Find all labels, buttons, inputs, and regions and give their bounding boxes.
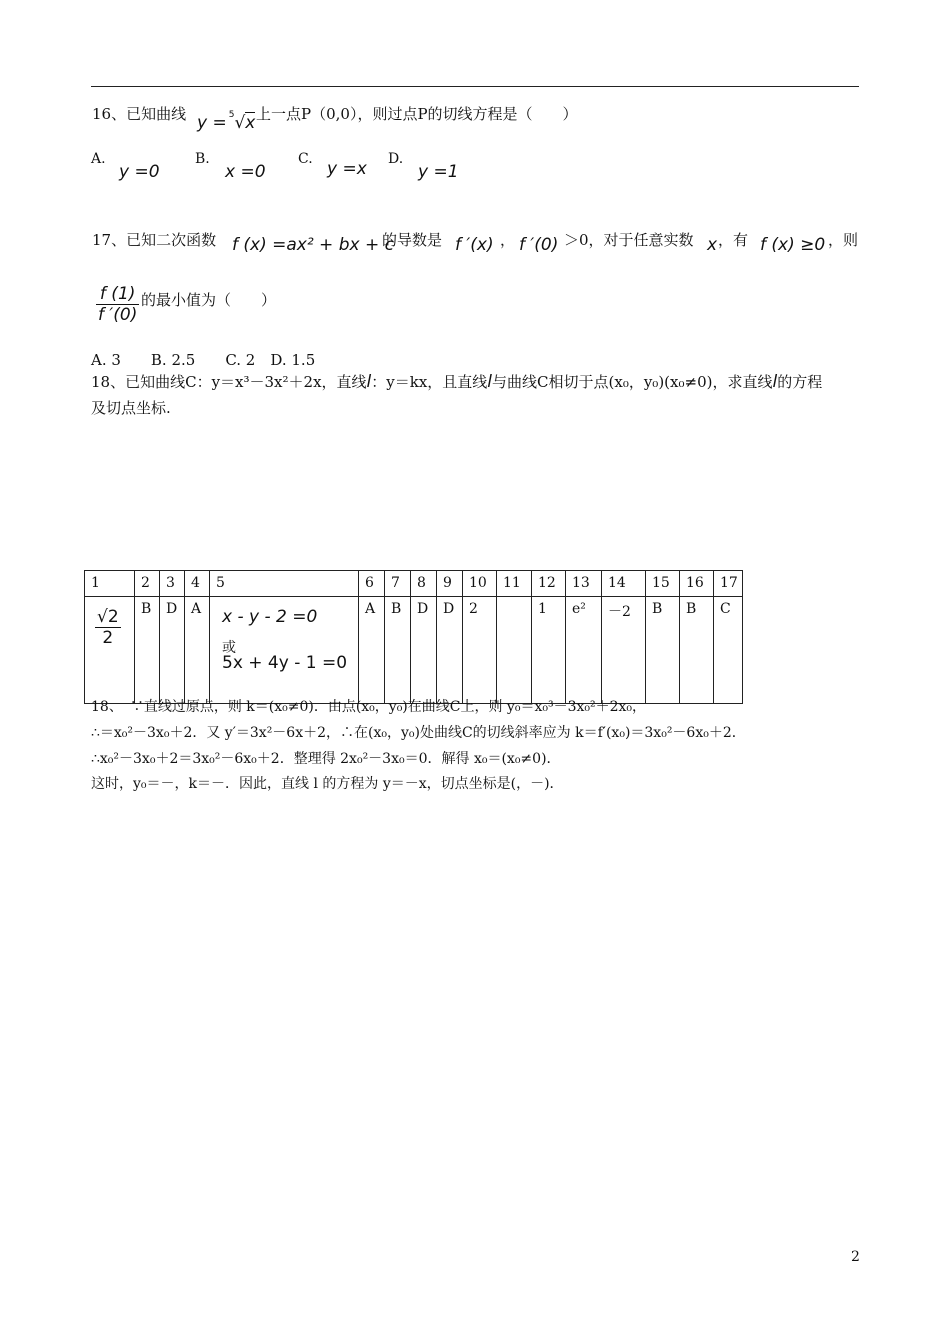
- q18-text-a: 18、已知曲线C：y＝x³－3x²＋2x，直线: [91, 373, 367, 391]
- answer-2: B: [135, 597, 160, 704]
- q17-options: A. 3 B. 2.5 C. 2 D. 1.5: [91, 351, 316, 369]
- q17-function: f (x) =ax² + bx + c: [232, 235, 394, 255]
- header-cell: 5: [210, 571, 359, 597]
- answer-6: A: [359, 597, 385, 704]
- q17-fraction-denominator: f ′(0): [98, 305, 138, 325]
- q18-text-b: ：y＝kx，且直线: [371, 373, 488, 391]
- q17-stem-then: ，则: [828, 231, 859, 249]
- q17-fraction-numerator: f (1): [96, 284, 139, 305]
- header-cell: 10: [463, 571, 497, 597]
- answer-1-fraction: [95, 607, 121, 648]
- header-cell: 11: [497, 571, 532, 597]
- answer-5-or: 或: [222, 640, 236, 656]
- header-cell: 13: [566, 571, 602, 597]
- solution-line-2: ∴＝x₀²－3x₀＋2．又 y′＝3x²－6x＋2，∴在(x₀，y₀)处曲线C的切线斜率应为 k＝f′(x₀)＝3x₀²－6x₀＋2．: [91, 725, 746, 741]
- q16-option-b-label: B.: [195, 151, 210, 167]
- q18-line-2: 及切点坐标.: [91, 399, 171, 417]
- answer-1-denominator: 2: [102, 628, 114, 648]
- answer-12: 1: [532, 597, 566, 704]
- q17-stem-min: 的最小值为（ ）: [141, 291, 277, 309]
- header-cell: 2: [135, 571, 160, 597]
- q18-text-d: 的方程: [777, 373, 823, 391]
- answer-4: A: [185, 597, 210, 704]
- answer-5-line-2: 5x + 4y - 1 =0: [222, 653, 348, 673]
- header-cell: 15: [646, 571, 680, 597]
- q18-text-c: 与曲线C相切于点(x₀，y₀)(x₀≠0)，求直线: [492, 373, 773, 391]
- header-cell: 16: [680, 571, 714, 597]
- answer-9: D: [437, 597, 463, 704]
- solution-line-1: 18、 ∵直线过原点，则 k＝(x₀≠0)．由点(x₀，y₀)在曲线C上，则 y₀＝x₀³－3x₀²＋2x₀，: [91, 699, 647, 715]
- answer-13: e²: [566, 597, 602, 704]
- answer-5-line-1: x - y - 2 =0: [222, 607, 318, 627]
- answer-7: B: [385, 597, 411, 704]
- answer-table: [84, 570, 743, 704]
- answer-1-numerator: √2: [97, 607, 119, 627]
- answer-body-row: [85, 597, 743, 704]
- q16-stem-end: 上一点P（0,0），则过点P的切线方程是（ ）: [256, 105, 578, 123]
- header-rule: [91, 86, 859, 87]
- header-cell: 3: [160, 571, 185, 597]
- q18-line-1-a: [91, 371, 822, 392]
- q16-curve: [197, 110, 256, 133]
- header-cell: 12: [532, 571, 566, 597]
- q17-stem-derivative: 的导数是: [382, 231, 443, 249]
- header-cell: 6: [359, 571, 385, 597]
- q17-var-x: x: [707, 235, 718, 255]
- answer-17: C: [714, 597, 743, 704]
- q16-option-a: y =0: [119, 162, 160, 182]
- q17-derivative-at-0: f ′(0): [519, 235, 559, 255]
- answer-14: －2: [602, 597, 646, 704]
- answer-11: [497, 597, 532, 704]
- q18-var-l-1: l: [366, 372, 372, 392]
- header-cell: 9: [437, 571, 463, 597]
- q16-option-c-label: C.: [298, 151, 313, 167]
- solution-line-3: ∴x₀²－3x₀＋2＝3x₀²－6x₀＋2．整理得 2x₀²－3x₀＝0．解得 x₀＝(x₀≠0)．: [91, 751, 561, 767]
- q16-curve-lhs: y =: [197, 113, 227, 133]
- answer-8: D: [411, 597, 437, 704]
- answer-10: 2: [463, 597, 497, 704]
- answer-15: B: [646, 597, 680, 704]
- q16-root-var: x: [245, 113, 256, 133]
- answer-header-row: [85, 571, 743, 597]
- q17-stem-start: 17、已知二次函数: [92, 231, 217, 249]
- q17-fraction: [96, 284, 139, 325]
- q17-nonneg-condition: f (x) ≥0: [760, 235, 826, 255]
- q17-stem-condition: ＞0，对于任意实数: [564, 231, 694, 249]
- q16-option-a-label: A.: [91, 151, 106, 167]
- q18-var-l-3: l: [772, 372, 778, 392]
- header-cell: 14: [602, 571, 646, 597]
- q16-option-d: y =1: [418, 162, 459, 182]
- answer-16: B: [680, 597, 714, 704]
- root-sign-icon: √: [234, 113, 246, 133]
- q17-comma: ，: [500, 231, 516, 249]
- header-cell: 7: [385, 571, 411, 597]
- header-cell: 1: [85, 571, 135, 597]
- answer-3: D: [160, 597, 185, 704]
- q17-derivative: f ′(x): [455, 235, 494, 255]
- header-cell: 4: [185, 571, 210, 597]
- page-number: 2: [851, 1249, 860, 1265]
- q16-stem-start: 16、已知曲线: [92, 105, 187, 123]
- q16-option-c: y =x: [327, 159, 367, 179]
- header-cell: 8: [411, 571, 437, 597]
- answer-1: [85, 597, 135, 704]
- q16-option-b: x =0: [225, 162, 266, 182]
- header-cell: 17: [714, 571, 743, 597]
- q17-stem-have: ，有: [718, 231, 749, 249]
- q16-root-index: 5: [228, 110, 235, 121]
- q16-option-d-label: D.: [388, 151, 404, 167]
- answer-5: [210, 597, 359, 704]
- q18-var-l-2: l: [487, 372, 493, 392]
- solution-line-4: 这时，y₀＝－，k＝－．因此，直线 l 的方程为 y＝－x，切点坐标是(，－)．: [91, 776, 564, 792]
